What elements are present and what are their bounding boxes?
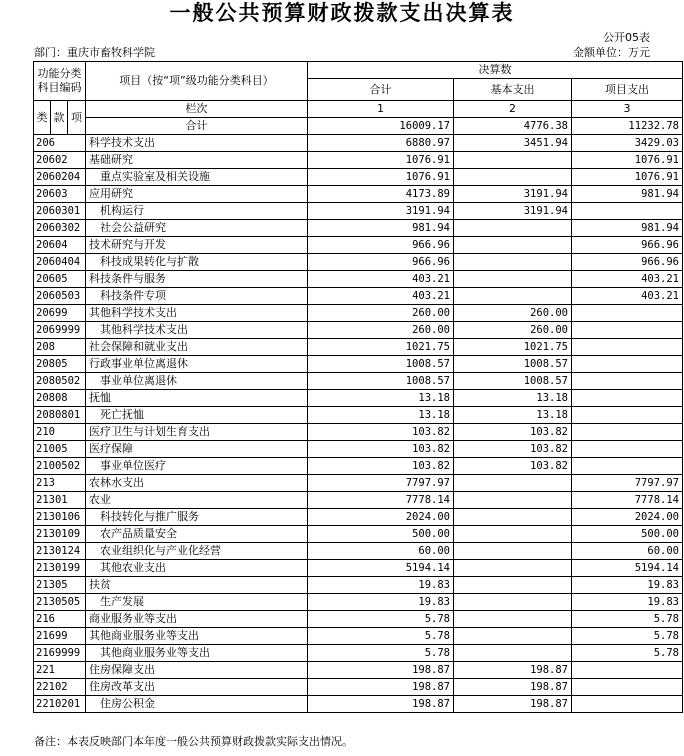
row-basic <box>454 254 572 271</box>
row-total: 403.21 <box>308 271 454 288</box>
row-code: 2130124 <box>34 543 86 560</box>
row-code: 20603 <box>34 186 86 203</box>
table-row <box>34 288 683 305</box>
row-total: 1021.75 <box>308 339 454 356</box>
row-code: 206 <box>34 135 86 152</box>
row-name: 生产发展 <box>86 594 308 611</box>
row-project: 2024.00 <box>572 509 683 526</box>
row-code: 2130109 <box>34 526 86 543</box>
row-code: 20805 <box>34 356 86 373</box>
row-code: 22102 <box>34 679 86 696</box>
row-total: 966.96 <box>308 254 454 271</box>
row-basic <box>454 560 572 577</box>
row-total: 7778.14 <box>308 492 454 509</box>
row-basic: 1008.57 <box>454 373 572 390</box>
row-project <box>572 696 683 713</box>
row-project: 966.96 <box>572 254 683 271</box>
table-row <box>34 594 683 611</box>
row-project <box>572 339 683 356</box>
table-row <box>34 628 683 645</box>
row-project <box>572 203 683 220</box>
row-basic: 3191.94 <box>454 203 572 220</box>
row-project: 403.21 <box>572 288 683 305</box>
row-name: 其他科学技术支出 <box>86 305 308 322</box>
row-basic <box>454 509 572 526</box>
row-basic: 103.82 <box>454 424 572 441</box>
row-code: 2130199 <box>34 560 86 577</box>
row-basic: 198.87 <box>454 696 572 713</box>
row-basic: 198.87 <box>454 679 572 696</box>
table-row <box>34 186 683 203</box>
row-code: 216 <box>34 611 86 628</box>
row-name: 住房保障支出 <box>86 662 308 679</box>
row-total: 5.78 <box>308 611 454 628</box>
row-project: 7797.97 <box>572 475 683 492</box>
row-total: 1008.57 <box>308 373 454 390</box>
row-name: 事业单位离退休 <box>86 373 308 390</box>
row-code: 2169999 <box>34 645 86 662</box>
row-name: 抚恤 <box>86 390 308 407</box>
row-name: 死亡抚恤 <box>86 407 308 424</box>
row-basic <box>454 288 572 305</box>
unit-label: 金额单位：万元 <box>573 46 650 59</box>
row-project <box>572 407 683 424</box>
table-row <box>34 390 683 407</box>
row-name: 其他科学技术支出 <box>86 322 308 339</box>
header-project: 项目支出 <box>572 79 683 101</box>
row-total: 103.82 <box>308 424 454 441</box>
row-name: 医疗保障 <box>86 441 308 458</box>
row-total: 198.87 <box>308 696 454 713</box>
row-basic <box>454 271 572 288</box>
table-row <box>34 509 683 526</box>
row-total: 2024.00 <box>308 509 454 526</box>
row-name: 重点实验室及相关设施 <box>86 169 308 186</box>
column-index-2: 2 <box>454 101 572 118</box>
row-project <box>572 662 683 679</box>
header-basic: 基本支出 <box>454 79 572 101</box>
table-row <box>34 203 683 220</box>
row-total: 1008.57 <box>308 356 454 373</box>
row-total: 1076.91 <box>308 152 454 169</box>
table-row <box>34 271 683 288</box>
page-title: 一般公共预算财政拨款支出决算表 <box>169 0 515 25</box>
row-project <box>572 322 683 339</box>
table-row <box>34 322 683 339</box>
row-total: 966.96 <box>308 237 454 254</box>
row-project <box>572 373 683 390</box>
row-basic: 260.00 <box>454 322 572 339</box>
row-basic <box>454 169 572 186</box>
row-code: 2060204 <box>34 169 86 186</box>
row-name: 机构运行 <box>86 203 308 220</box>
row-basic: 1008.57 <box>454 356 572 373</box>
row-basic: 13.18 <box>454 407 572 424</box>
row-project: 1076.91 <box>572 169 683 186</box>
table-row <box>34 237 683 254</box>
row-name: 扶贫 <box>86 577 308 594</box>
row-name: 行政事业单位离退休 <box>86 356 308 373</box>
row-basic <box>454 594 572 611</box>
row-basic: 103.82 <box>454 458 572 475</box>
row-project <box>572 441 683 458</box>
header-func-code: 功能分类 科目编码 <box>34 62 86 101</box>
row-project: 981.94 <box>572 186 683 203</box>
row-total: 7797.97 <box>308 475 454 492</box>
row-basic <box>454 543 572 560</box>
row-code: 210 <box>34 424 86 441</box>
row-code: 20604 <box>34 237 86 254</box>
row-project <box>572 356 683 373</box>
row-name: 应用研究 <box>86 186 308 203</box>
row-project: 5.78 <box>572 628 683 645</box>
row-project: 5194.14 <box>572 560 683 577</box>
row-project: 3429.03 <box>572 135 683 152</box>
row-total: 260.00 <box>308 305 454 322</box>
row-total: 6880.97 <box>308 135 454 152</box>
row-basic <box>454 475 572 492</box>
row-total: 103.82 <box>308 458 454 475</box>
row-basic <box>454 611 572 628</box>
row-total: 13.18 <box>308 407 454 424</box>
table-row <box>34 305 683 322</box>
row-basic <box>454 645 572 662</box>
table-row <box>34 679 683 696</box>
sum-project: 11232.78 <box>572 118 683 135</box>
column-index-3: 3 <box>572 101 683 118</box>
row-project: 1076.91 <box>572 152 683 169</box>
row-project: 19.83 <box>572 577 683 594</box>
row-name: 社会公益研究 <box>86 220 308 237</box>
table-row <box>34 373 683 390</box>
table-row <box>34 458 683 475</box>
row-name: 农业 <box>86 492 308 509</box>
row-project: 19.83 <box>572 594 683 611</box>
row-total: 260.00 <box>308 322 454 339</box>
row-code: 2060301 <box>34 203 86 220</box>
row-name: 科技成果转化与扩散 <box>86 254 308 271</box>
table-row <box>34 152 683 169</box>
row-code: 20602 <box>34 152 86 169</box>
department-label: 部门：重庆市畜牧科学院 <box>34 46 155 59</box>
row-code: 2060404 <box>34 254 86 271</box>
row-basic <box>454 628 572 645</box>
row-name: 农林水支出 <box>86 475 308 492</box>
header-settlement: 决算数 <box>308 62 683 79</box>
row-project: 403.21 <box>572 271 683 288</box>
row-basic: 260.00 <box>454 305 572 322</box>
table-row <box>34 645 683 662</box>
row-basic: 3191.94 <box>454 186 572 203</box>
row-total: 1076.91 <box>308 169 454 186</box>
row-basic: 1021.75 <box>454 339 572 356</box>
row-name: 其他商业服务业等支出 <box>86 628 308 645</box>
row-name: 科学技术支出 <box>86 135 308 152</box>
row-code: 20699 <box>34 305 86 322</box>
row-basic: 3451.94 <box>454 135 572 152</box>
row-code: 213 <box>34 475 86 492</box>
row-code: 20605 <box>34 271 86 288</box>
row-project: 966.96 <box>572 237 683 254</box>
table-row <box>34 356 683 373</box>
row-project: 60.00 <box>572 543 683 560</box>
row-basic <box>454 220 572 237</box>
row-name: 其他商业服务业等支出 <box>86 645 308 662</box>
row-basic <box>454 237 572 254</box>
row-basic: 103.82 <box>454 441 572 458</box>
row-total: 403.21 <box>308 288 454 305</box>
table-row <box>34 407 683 424</box>
row-name: 住房改革支出 <box>86 679 308 696</box>
row-code: 2080801 <box>34 407 86 424</box>
table-row <box>34 339 683 356</box>
column-index-1: 1 <box>308 101 454 118</box>
row-code: 21301 <box>34 492 86 509</box>
table-row <box>34 424 683 441</box>
row-basic <box>454 492 572 509</box>
table-row <box>34 696 683 713</box>
sum-basic: 4776.38 <box>454 118 572 135</box>
row-total: 13.18 <box>308 390 454 407</box>
row-total: 4173.89 <box>308 186 454 203</box>
table-row <box>34 475 683 492</box>
sum-label: 合计 <box>86 118 308 135</box>
row-code: 20808 <box>34 390 86 407</box>
header-item: 项目（按“项”级功能分类科目） <box>86 62 308 101</box>
row-code: 21699 <box>34 628 86 645</box>
row-name: 科技转化与推广服务 <box>86 509 308 526</box>
row-total: 500.00 <box>308 526 454 543</box>
footnote: 备注：本表反映部门本年度一般公共预算财政拨款实际支出情况。 <box>34 735 353 748</box>
row-total: 19.83 <box>308 594 454 611</box>
row-project <box>572 424 683 441</box>
table-row <box>34 611 683 628</box>
column-label: 栏次 <box>86 101 308 118</box>
row-total: 981.94 <box>308 220 454 237</box>
row-project <box>572 305 683 322</box>
row-project: 500.00 <box>572 526 683 543</box>
row-name: 事业单位医疗 <box>86 458 308 475</box>
table-row <box>34 254 683 271</box>
table-row <box>34 662 683 679</box>
row-basic <box>454 577 572 594</box>
row-code: 21005 <box>34 441 86 458</box>
row-total: 198.87 <box>308 662 454 679</box>
row-code: 221 <box>34 662 86 679</box>
table-row <box>34 560 683 577</box>
sum-total: 16009.17 <box>308 118 454 135</box>
row-total: 19.83 <box>308 577 454 594</box>
row-code: 2130505 <box>34 594 86 611</box>
row-code: 208 <box>34 339 86 356</box>
table-row <box>34 220 683 237</box>
expenditure-table <box>33 61 683 713</box>
header-kuan: 款 <box>51 101 68 135</box>
row-project: 7778.14 <box>572 492 683 509</box>
row-project <box>572 679 683 696</box>
row-basic <box>454 152 572 169</box>
row-code: 2100502 <box>34 458 86 475</box>
header-total: 合计 <box>308 79 454 101</box>
form-number: 公开05表 <box>603 31 650 44</box>
row-project: 5.78 <box>572 645 683 662</box>
row-name: 其他农业支出 <box>86 560 308 577</box>
row-total: 60.00 <box>308 543 454 560</box>
row-code: 2210201 <box>34 696 86 713</box>
row-project: 981.94 <box>572 220 683 237</box>
row-total: 5.78 <box>308 628 454 645</box>
row-name: 社会保障和就业支出 <box>86 339 308 356</box>
table-row <box>34 441 683 458</box>
row-name: 基础研究 <box>86 152 308 169</box>
row-project <box>572 390 683 407</box>
row-basic: 13.18 <box>454 390 572 407</box>
row-basic: 198.87 <box>454 662 572 679</box>
header-xiang: 项 <box>68 101 86 135</box>
row-name: 商业服务业等支出 <box>86 611 308 628</box>
row-total: 3191.94 <box>308 203 454 220</box>
row-project <box>572 458 683 475</box>
table-row <box>34 543 683 560</box>
table-row <box>34 169 683 186</box>
row-basic <box>454 526 572 543</box>
table-row <box>34 577 683 594</box>
row-name: 医疗卫生与计划生育支出 <box>86 424 308 441</box>
table-row <box>34 526 683 543</box>
header-lei: 类 <box>34 101 51 135</box>
row-project: 5.78 <box>572 611 683 628</box>
row-code: 2130106 <box>34 509 86 526</box>
row-name: 技术研究与开发 <box>86 237 308 254</box>
row-code: 2060302 <box>34 220 86 237</box>
row-code: 21305 <box>34 577 86 594</box>
row-total: 5194.14 <box>308 560 454 577</box>
row-name: 科技条件专项 <box>86 288 308 305</box>
table-row <box>34 492 683 509</box>
row-code: 2069999 <box>34 322 86 339</box>
row-code: 2080502 <box>34 373 86 390</box>
table-row <box>34 135 683 152</box>
row-name: 农业组织化与产业化经营 <box>86 543 308 560</box>
row-code: 2060503 <box>34 288 86 305</box>
row-total: 103.82 <box>308 441 454 458</box>
row-name: 农产品质量安全 <box>86 526 308 543</box>
row-name: 住房公积金 <box>86 696 308 713</box>
row-total: 198.87 <box>308 679 454 696</box>
row-name: 科技条件与服务 <box>86 271 308 288</box>
row-total: 5.78 <box>308 645 454 662</box>
